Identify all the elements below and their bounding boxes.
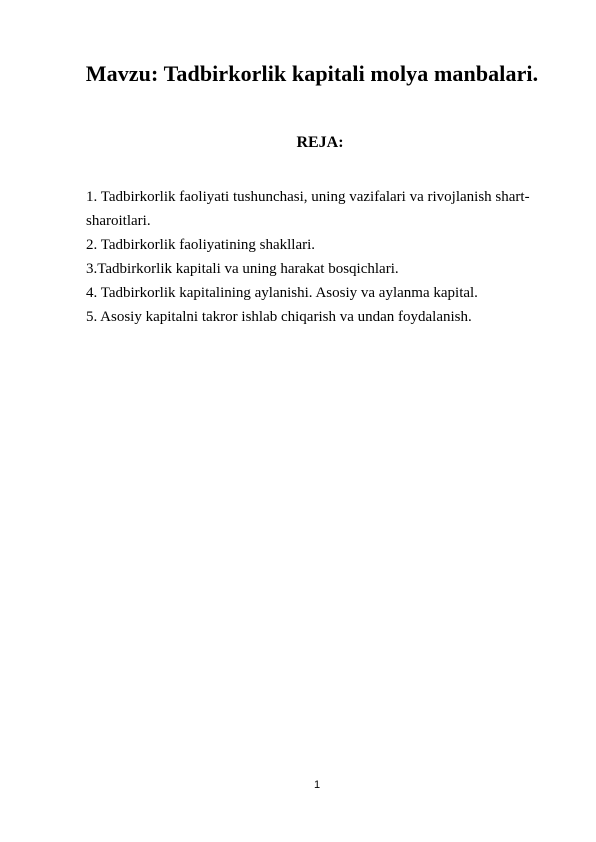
plan-item-3: 3.Tadbirkorlik kapitali va uning harakat bosqichlari. — [86, 261, 399, 277]
page-number — [0, 779, 596, 791]
page-number-text: 1 — [313, 779, 321, 791]
document-title-text: Mavzu: Tadbirkorlik kapitali molya manbalari. — [85, 61, 539, 86]
plan-item-5: 5. Asosiy kapitalni takror ishlab chiqarish va undan foydalanish. — [86, 309, 472, 325]
plan-item-1: 1. Tadbirkorlik faoliyati tushunchasi, uning vazifalari va rivojlanish shart-sharoitlari. — [86, 189, 530, 229]
plan-heading — [0, 134, 596, 152]
plan-item-2: 2. Tadbirkorlik faoliyatining shakllari. — [86, 237, 316, 253]
document-title — [0, 61, 596, 87]
plan-list — [86, 185, 566, 329]
plan-item-4: 4. Tadbirkorlik kapitalining aylanishi. Asosiy va aylanma kapital. — [86, 285, 478, 301]
plan-heading-text: REJA: — [296, 134, 344, 151]
